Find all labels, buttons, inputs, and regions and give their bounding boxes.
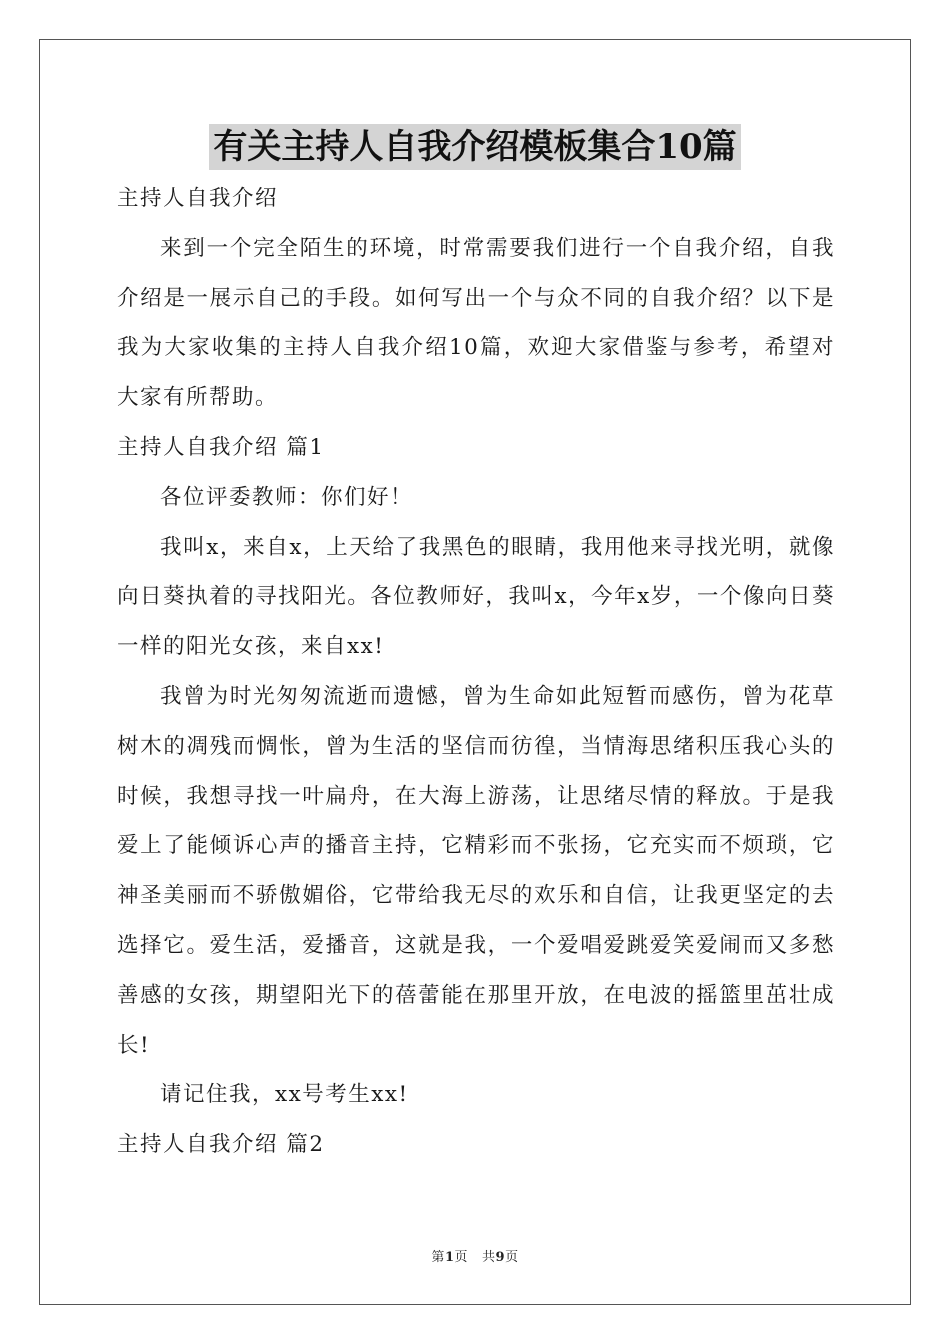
page-total: 9 bbox=[495, 1250, 506, 1265]
body-paragraph: 我叫x，来自x，上天给了我黑色的眼睛，我用他来寻找光明，就像向日葵执着的寻找阳光。各位教师好，我叫x，今年x岁，一个像向日葵一样的阳光女孩，来自xx! bbox=[117, 534, 835, 660]
page-current: 1 bbox=[444, 1250, 455, 1265]
section-heading: 主持人自我介绍 篇1 bbox=[117, 434, 325, 460]
document-title: 有关主持人自我介绍模板集合10篇 bbox=[209, 124, 740, 170]
page-suffix: 页 bbox=[454, 1250, 468, 1265]
body-paragraph: 来到一个完全陌生的环境，时常需要我们进行一个自我介绍，自我介绍是一展示自己的手段。如何写出一个与众不同的自我介绍？以下是我为大家收集的主持人自我介绍10篇，欢迎大家借鉴与参考，希望对大家有所帮助。 bbox=[117, 235, 835, 411]
body-paragraph: 我曾为时光匆匆流逝而遗憾，曾为生命如此短暂而感伤，曾为花草树木的凋残而惆怅，曾为生活的坚信而彷徨，当情海思绪积压我心头的时候，我想寻找一叶扁舟，在大海上游荡，让思绪尽情的释放。于是我爱上了能倾诉心声的播音主持，它精彩而不张扬，它充实而不烦琐，它神圣美丽而不骄傲媚俗，它带给我无尽的欢乐和自信，让我更坚定的去选择它。爱生活，爱播音，这就是我，一个爱唱爱跳爱笑爱闹而又多愁善感的女孩，期望阳光下的蓓蕾能在那里开放，在电波的摇篮里茁壮成长! bbox=[117, 683, 835, 1058]
title-wrap bbox=[0, 124, 950, 170]
body-paragraph: 请记住我，xx号考生xx! bbox=[160, 1082, 409, 1108]
section-heading: 主持人自我介绍 bbox=[117, 186, 279, 211]
section-heading: 主持人自我介绍 篇2 bbox=[117, 1132, 325, 1158]
total-suffix: 页 bbox=[505, 1250, 519, 1265]
page-prefix: 第 bbox=[431, 1250, 445, 1265]
page-footer bbox=[0, 1246, 950, 1265]
document-body bbox=[117, 174, 835, 1170]
body-paragraph: 各位评委教师：你们好！ bbox=[160, 484, 414, 510]
total-prefix: 共 bbox=[482, 1250, 496, 1265]
